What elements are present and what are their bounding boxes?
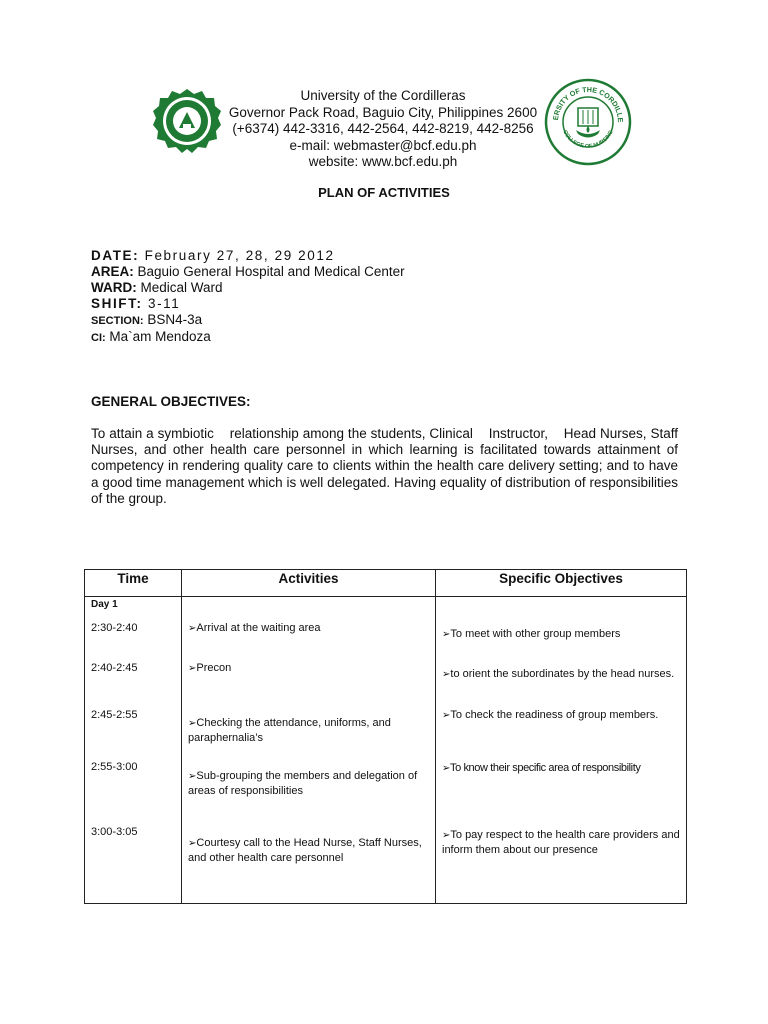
activities-column: [182, 597, 435, 903]
day-label: Day 1: [91, 599, 118, 610]
plan-table: [84, 569, 687, 904]
info-date: DATE: February 27, 28, 29 2012: [91, 248, 335, 263]
objective-item: ➢To know their specific area of responsibility: [442, 762, 641, 774]
objective-item: ➢to orient the subordinates by the head nurses.: [442, 668, 675, 680]
header-specific-objectives: Specific Objectives: [436, 570, 687, 597]
arrow-bullet-icon: ➢: [188, 663, 197, 674]
activity-item: ➢Checking the attendance, uniforms, and paraphernalia’s: [188, 717, 391, 744]
activity-item: ➢Sub-grouping the members and delegation of areas of responsibilities: [188, 770, 418, 797]
info-ci: CI: Ma`am Mendoza: [91, 329, 211, 344]
seal-ring-text: ERSITY OF THE CORDILLE: [551, 84, 626, 123]
time-slot: 2:40-2:45: [91, 662, 138, 674]
college-of-nursing-seal-icon: [544, 78, 632, 166]
activity-item: ➢Arrival at the waiting area: [188, 622, 321, 634]
arrow-bullet-icon: ➢: [188, 718, 197, 729]
time-slot: 2:55-3:00: [91, 761, 138, 773]
arrow-bullet-icon: ➢: [188, 838, 197, 849]
university-seal-icon: [152, 88, 222, 156]
activity-item: ➢Precon: [188, 662, 232, 674]
table-header-row: [85, 570, 687, 597]
info-section: SECTION: BSN4-3a: [91, 312, 203, 327]
objectives-column: [436, 597, 686, 903]
header-time: Time: [85, 570, 182, 597]
seal-bottom-text: COLLEGE OF NURSING: [561, 129, 615, 150]
time-slot: 2:45-2:55: [91, 709, 138, 721]
info-area: AREA: Baguio General Hospital and Medical Center: [91, 264, 405, 279]
objective-item: ➢To check the readiness of group members.: [442, 709, 659, 721]
arrow-bullet-icon: ➢: [188, 771, 197, 782]
university-address: Governor Pack Road, Baguio City, Philippines 2600: [228, 104, 538, 120]
time-slot: 2:30-2:40: [91, 622, 138, 634]
arrow-bullet-icon: ➢: [442, 763, 450, 774]
document-title: PLAN OF ACTIVITIES: [318, 185, 450, 200]
objective-item: ➢To pay respect to the health care providers and inform them about our presence: [442, 829, 680, 856]
university-name: University of the Cordilleras: [300, 88, 466, 103]
general-objectives-text: To attain a symbiotic relationship among the students, Clinical Instructor, Head Nurses, Staff Nurses, and other health care personnel in which learning is facilitated towards attainment of competency in rendering quality care to clients within the health care delivery setting; and to have a good time management which is well delegated. Having equality of distribution of responsibilities of the group.: [91, 426, 682, 506]
time-slot: 3:00-3:05: [91, 826, 138, 838]
arrow-bullet-icon: ➢: [442, 669, 451, 680]
university-email: e-mail: webmaster@bcf.edu.ph: [289, 137, 477, 153]
arrow-bullet-icon: ➢: [442, 629, 451, 640]
university-website: website: www.bcf.edu.ph: [308, 154, 458, 169]
time-column: [85, 597, 181, 903]
info-block: [91, 248, 405, 346]
university-phone: (+6374) 442-3316, 442-2564, 442-8219, 442-8256: [232, 121, 534, 136]
letterhead: [222, 88, 544, 171]
info-shift: SHIFT: 3-11: [91, 296, 181, 311]
activity-item: ➢Courtesy call to the Head Nurse, Staff Nurses, and other health care personnel: [188, 837, 422, 864]
arrow-bullet-icon: ➢: [442, 710, 451, 721]
general-objectives-heading: GENERAL OBJECTIVES:: [91, 394, 251, 409]
table-row: [85, 597, 687, 904]
objective-item: ➢To meet with other group members: [442, 628, 621, 640]
arrow-bullet-icon: ➢: [188, 623, 197, 634]
arrow-bullet-icon: ➢: [442, 830, 451, 841]
header-activities: Activities: [182, 570, 436, 597]
info-ward: WARD: Medical Ward: [91, 280, 223, 295]
